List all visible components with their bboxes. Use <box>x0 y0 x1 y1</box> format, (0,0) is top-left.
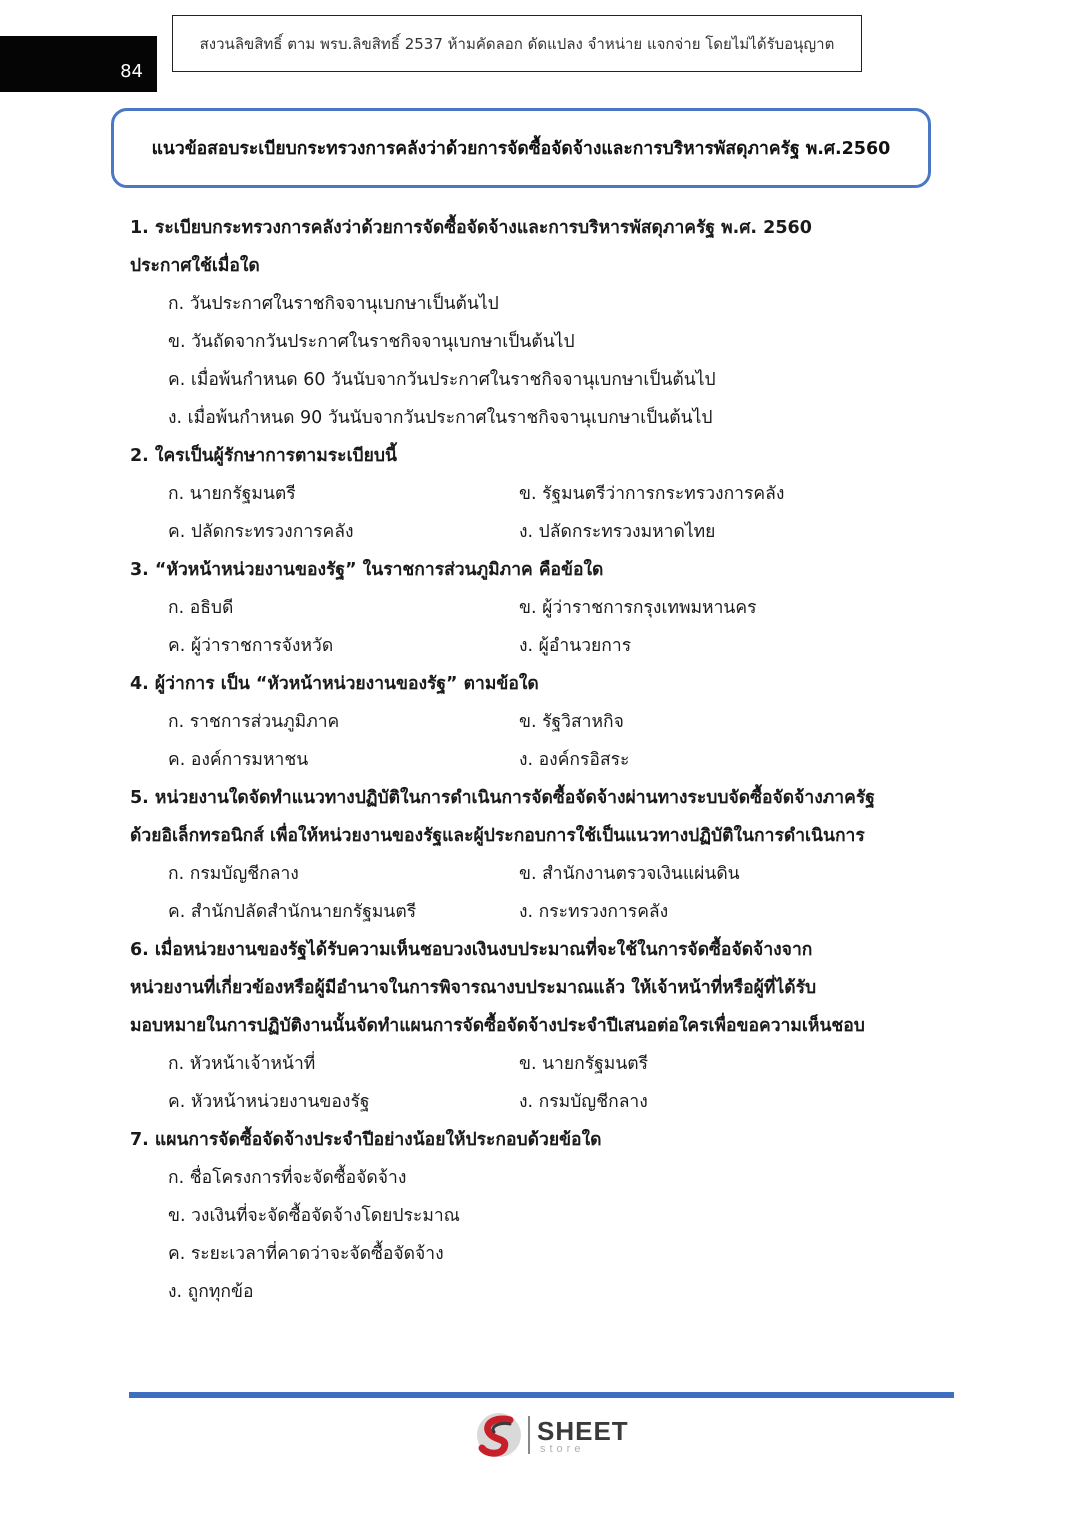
option-5c: ค. สำนักปลัดสำนักนายกรัฐมนตรี <box>168 902 417 922</box>
option-4a: ก. ราชการส่วนภูมิภาค <box>168 712 340 732</box>
option-2c: ค. ปลัดกระทรวงการคลัง <box>168 522 354 542</box>
question-6-line-2: หน่วยงานที่เกี่ยวข้องหรือผู้มีอำนาจในการพิจารณางบประมาณแล้ว ให้เจ้าหน้าที่หรือผู้ที่ได้รับ <box>130 978 817 998</box>
option-4d: ง. องค์กรอิสระ <box>519 750 630 770</box>
option-5a: ก. กรมบัญชีกลาง <box>168 864 299 884</box>
question-4: 4. ผู้ว่าการ เป็น “หัวหน้าหน่วยงานของรัฐ” ตามข้อใด <box>130 674 539 694</box>
question-7: 7. แผนการจัดซื้อจัดจ้างประจำปีอย่างน้อยให้ประกอบด้วยข้อใด <box>130 1130 602 1150</box>
copyright-notice: สงวนลิขสิทธิ์ ตาม พรบ.ลิขสิทธิ์ 2537 ห้ามคัดลอก ดัดแปลง จำหน่าย แจกจ่าย โดยไม่ได้รับอนุญาต <box>172 15 862 72</box>
option-5b: ข. สำนักงานตรวจเงินแผ่นดิน <box>519 864 740 884</box>
question-5-line-1: 5. หน่วยงานใดจัดทำแนวทางปฏิบัติในการดำเนินการจัดซื้อจัดจ้างผ่านทางระบบจัดซื้อจัดจ้างภาครัฐ <box>130 788 875 808</box>
question-6-line-1: 6. เมื่อหน่วยงานของรัฐได้รับความเห็นชอบวงเงินงบประมาณที่จะใช้ในการจัดซื้อจัดจ้างจาก <box>130 940 813 960</box>
option-3c: ค. ผู้ว่าราชการจังหวัด <box>168 636 334 656</box>
option-6a: ก. หัวหน้าเจ้าหน้าที่ <box>168 1054 316 1074</box>
question-1-line-1: 1. ระเบียบกระทรวงการคลังว่าด้วยการจัดซื้อจัดจ้างและการบริหารพัสดุภาครัฐ พ.ศ. 2560 <box>130 218 812 238</box>
option-3a: ก. อธิบดี <box>168 598 234 618</box>
option-5d: ง. กระทรวงการคลัง <box>519 902 669 922</box>
option-6c: ค. หัวหน้าหน่วยงานของรัฐ <box>168 1092 370 1112</box>
option-1c: ค. เมื่อพ้นกำหนด 60 วันนับจากวันประกาศในราชกิจจานุเบกษาเป็นต้นไป <box>168 370 716 390</box>
page-number: 84 <box>120 61 143 82</box>
page-number-box <box>0 36 157 92</box>
question-6-line-3: มอบหมายในการปฏิบัติงานนั้นจัดทำแผนการจัดซื้อจัดจ้างประจำปีเสนอต่อใครเพื่อขอความเห็นชอบ <box>130 1016 865 1036</box>
option-6d: ง. กรมบัญชีกลาง <box>519 1092 648 1112</box>
option-1a: ก. วันประกาศในราชกิจจานุเบกษาเป็นต้นไป <box>168 294 499 314</box>
option-3b: ข. ผู้ว่าราชการกรุงเทพมหานคร <box>519 598 757 618</box>
question-1-line-2: ประกาศใช้เมื่อใด <box>130 256 260 276</box>
option-4c: ค. องค์การมหาชน <box>168 750 309 770</box>
option-1b: ข. วันถัดจากวันประกาศในราชกิจจานุเบกษาเป็นต้นไป <box>168 332 575 352</box>
logo-divider <box>528 1416 530 1454</box>
question-2: 2. ใครเป็นผู้รักษาการตามระเบียบนี้ <box>130 446 397 466</box>
option-2a: ก. นายกรัฐมนตรี <box>168 484 296 504</box>
option-1d: ง. เมื่อพ้นกำหนด 90 วันนับจากวันประกาศในราชกิจจานุเบกษาเป็นต้นไป <box>168 408 713 428</box>
option-2d: ง. ปลัดกระทรวงมหาดไทย <box>519 522 716 542</box>
option-7a: ก. ชื่อโครงการที่จะจัดซื้อจัดจ้าง <box>168 1168 407 1188</box>
question-3: 3. “หัวหน้าหน่วยงานของรัฐ” ในราชการส่วนภูมิภาค คือข้อใด <box>130 560 604 580</box>
option-3d: ง. ผู้อำนวยการ <box>519 636 632 656</box>
option-2b: ข. รัฐมนตรีว่าการกระทรวงการคลัง <box>519 484 785 504</box>
logo-text: SHEET <box>537 1416 629 1446</box>
page-title: แนวข้อสอบระเบียบกระทรวงการคลังว่าด้วยการจัดซื้อจัดจ้างและการบริหารพัสดุภาครัฐ พ.ศ.2560 <box>111 108 931 188</box>
question-5-line-2: ด้วยอิเล็กทรอนิกส์ เพื่อให้หน่วยงานของรัฐและผู้ประกอบการใช้เป็นแนวทางปฏิบัติในการดำเนินการ <box>130 826 865 846</box>
option-6b: ข. นายกรัฐมนตรี <box>519 1054 649 1074</box>
footer-divider <box>129 1392 954 1398</box>
option-4b: ข. รัฐวิสาหกิจ <box>519 712 624 732</box>
option-7c: ค. ระยะเวลาที่คาดว่าจะจัดซื้อจัดจ้าง <box>168 1244 444 1264</box>
logo-subtext: store <box>540 1443 585 1455</box>
option-7d: ง. ถูกทุกข้อ <box>168 1282 254 1302</box>
option-7b: ข. วงเงินที่จะจัดซื้อจัดจ้างโดยประมาณ <box>168 1206 460 1226</box>
